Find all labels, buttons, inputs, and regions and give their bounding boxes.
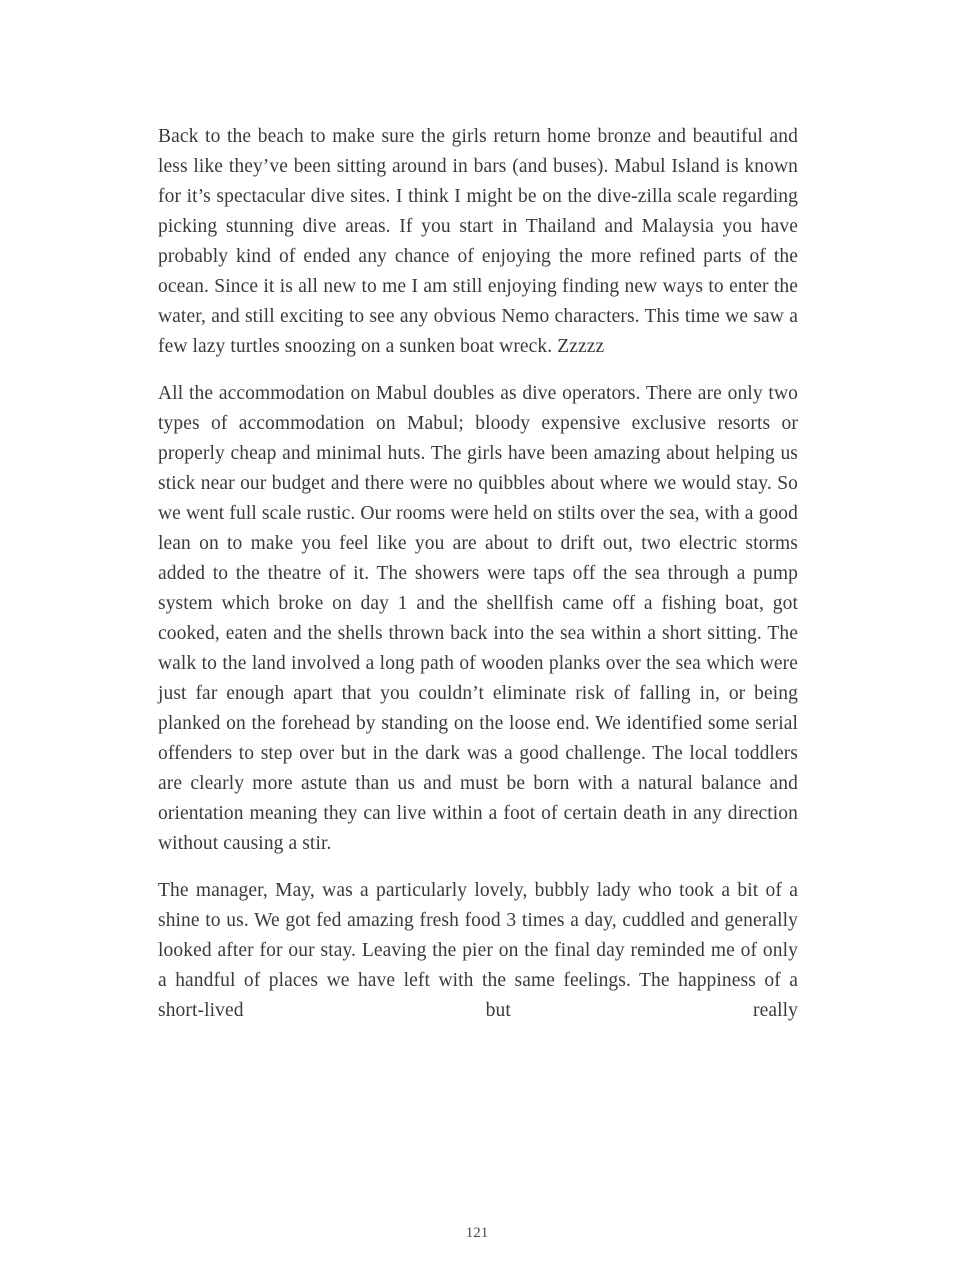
page-content bbox=[158, 122, 798, 1043]
paragraph-3: The manager, May, was a particularly lovely, bubbly lady who took a bit of a shine to us. We got fed amazing fresh food 3 times a day, cuddled and generally looked after for our stay. Leaving the pier on the final day reminded me of only a handful of places we have left with the same feelings. The happiness of a short-lived but really bbox=[158, 880, 798, 1021]
page-number: 121 bbox=[465, 1225, 489, 1241]
paragraph-2: All the accommodation on Mabul doubles as dive operators. There are only two types of accommodation on Mabul; bloody expensive exclusive resorts or properly cheap and minimal huts. The girls have been amazing about helping us stick near our budget and there were no quibbles about where we would stay. So we went full scale rustic. Our rooms were held on stilts over the sea, with a good lean on to make you feel like you are about to drift out, two electric storms added to the theatre of it. The showers were taps off the sea through a pump system which broke on day 1 and the shellfish came off a fishing boat, got cooked, eaten and the shells thrown back into the sea within a short sitting. The walk to the land involved a long path of wooden planks over the sea which were just far enough apart that you couldn’t eliminate risk of falling in, or being planked on the forehead by standing on the loose end. We identified some serial offenders to step over but in the dark was a good challenge. The local toddlers are clearly more astute than us and must be born with a natural balance and orientation meaning they can live within a foot of certain death in any direction without causing a stir. bbox=[158, 383, 798, 854]
paragraph-1: Back to the beach to make sure the girls return home bronze and beautiful and less like they’ve been sitting around in bars (and buses). Mabul Island is known for it’s spectacular dive sites. I think I might be on the dive-zilla scale regarding picking stunning dive areas. If you start in Thailand and Malaysia you have probably kind of ended any chance of enjoying the more refined parts of the ocean. Since it is all new to me I am still enjoying finding new ways to enter the water, and still exciting to see any obvious Nemo characters. This time we saw a few lazy turtles snoozing on a sunken boat wreck. Zzzzz bbox=[158, 126, 798, 357]
